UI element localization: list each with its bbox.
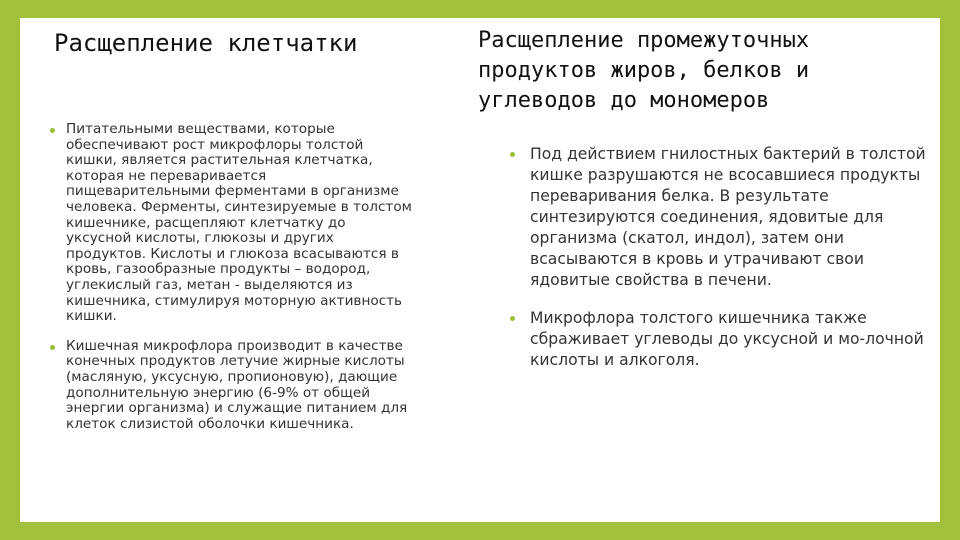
bullet-icon <box>50 345 55 350</box>
left-title: Расщепление клетчатки <box>54 29 358 57</box>
bullet-icon <box>510 316 515 321</box>
list-item <box>46 122 412 325</box>
bullet-text: Кишечная микрофлора производит в качестве конечных продуктов летучие жирные кислоты (масляную, уксусную, пропионовую), дающие дополнительную энергию (6-9% от общей энергии организма) и служащие питанием для клеток слизистой оболочки кишечника. <box>66 337 408 432</box>
bullet-icon <box>50 128 55 133</box>
right-bullet-list <box>506 144 926 371</box>
left-bullet-list <box>46 122 412 432</box>
bullet-text: Под действием гнилостных бактерий в толстой кишке разрушаются не всосавшиеся продукты переваривания белка. В результате синтезируются соединения, ядовитые для организма (скатол, индол), затем они всасываются в кровь и утрачивают свои ядовитые свойства в печени. <box>530 145 926 289</box>
slide <box>20 18 940 522</box>
bullet-icon <box>510 152 515 157</box>
list-item <box>506 144 926 291</box>
bullet-text: Микрофлора толстого кишечника также сбраживает углеводы до уксусной и мо-лочной кислоты и алкоголя. <box>530 309 924 369</box>
list-item <box>46 339 412 433</box>
list-item <box>506 308 926 371</box>
right-title: Расщепление промежуточных продуктов жиров, белков и углеводов до мономеров <box>478 28 810 113</box>
bullet-text: Питательными веществами, которые обеспечивают рост микрофлоры толстой кишки, является растительная клетчатка, которая не переваривается пищеварительными ферментами в организме человека. Ферменты, синтезируемые в толстом кишечнике, расщепляют клетчатку до уксусной кислоты, глюкозы и других продуктов. Кислоты и глюкоза всасываются в кровь, газообразные продукты – водород, углекислый газ, метан - выделяются из кишечника, стимулируя моторную активность кишки. <box>66 121 412 325</box>
